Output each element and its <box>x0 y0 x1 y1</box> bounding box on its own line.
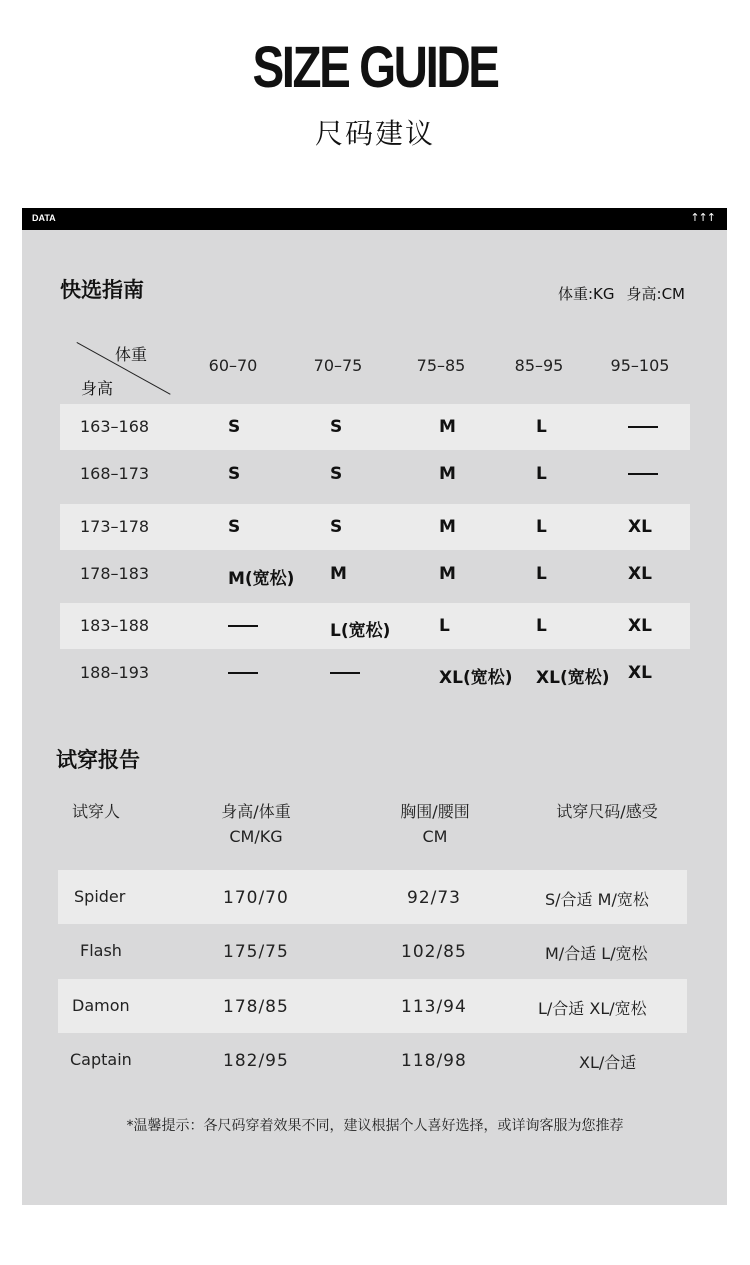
size-cell: M <box>439 417 456 437</box>
size-cell: XL(宽松) <box>439 668 513 688</box>
size-cell: L <box>439 616 450 636</box>
size-cell: S <box>228 417 241 437</box>
size-cell: S <box>330 464 343 484</box>
report-row <box>58 924 687 978</box>
weight-header: 70–75 <box>313 356 363 375</box>
unit-weight: 体重:KG <box>558 285 615 303</box>
size-cell: S <box>228 517 241 537</box>
bust-waist-value: 92/73 <box>407 888 461 908</box>
size-cell: L <box>536 417 547 437</box>
size-cell: M <box>439 564 456 584</box>
height-range: 163–168 <box>80 417 150 436</box>
corner-height-label: 身高 <box>81 379 114 398</box>
size-cell: M <box>439 464 456 484</box>
not-available-dash <box>628 417 658 437</box>
size-cell: L <box>536 616 547 636</box>
report-title: 试穿报告 <box>56 748 140 772</box>
data-bar-label: DATA <box>32 213 56 223</box>
height-weight-value: 178/85 <box>223 997 289 1017</box>
size-row <box>60 603 690 649</box>
page-title: SIZE GUIDE <box>252 35 498 100</box>
fit-value: XL/合适 <box>579 1053 637 1072</box>
size-cell: S <box>330 517 343 537</box>
not-available-dash <box>228 616 258 636</box>
report-row <box>58 870 687 924</box>
tester-name: Spider <box>74 887 126 906</box>
units-note <box>558 283 685 304</box>
not-available-dash <box>330 663 360 683</box>
quick-guide-title: 快选指南 <box>60 278 144 302</box>
dash-icon <box>228 625 258 627</box>
height-weight-value: 170/70 <box>223 888 289 908</box>
size-row <box>60 404 690 450</box>
tester-name: Damon <box>72 996 130 1015</box>
col-bw-line2: CM <box>422 827 448 846</box>
not-available-dash <box>628 464 658 484</box>
up-arrows-icon: ↑↑↑ <box>690 211 715 224</box>
col-bw-line1: 胸围/腰围 <box>400 802 470 821</box>
bust-waist-value: 118/98 <box>401 1051 467 1071</box>
size-row <box>60 504 690 550</box>
not-available-dash <box>228 663 258 683</box>
weight-header: 95–105 <box>610 356 670 375</box>
size-cell: M <box>330 564 347 584</box>
corner-weight-label: 体重 <box>115 345 148 364</box>
size-cell: XL <box>628 663 652 683</box>
col-person: 试穿人 <box>72 802 121 821</box>
size-row <box>60 551 690 597</box>
size-cell: XL(宽松) <box>536 668 610 688</box>
bust-waist-value: 113/94 <box>401 997 467 1017</box>
tester-name: Flash <box>80 941 122 960</box>
page-subtitle: 尺码建议 <box>314 117 435 150</box>
dash-icon <box>228 672 258 674</box>
size-cell: S <box>330 417 343 437</box>
height-range: 188–193 <box>80 663 150 682</box>
col-bust-waist <box>385 799 485 849</box>
unit-height: 身高:CM <box>626 285 685 303</box>
size-cell: XL <box>628 564 652 584</box>
height-range: 178–183 <box>80 564 150 583</box>
report-row <box>58 979 687 1033</box>
col-hw-line1: 身高/体重 <box>221 802 291 821</box>
size-cell: XL <box>628 517 652 537</box>
tester-name: Captain <box>70 1050 132 1069</box>
col-fit: 试穿尺码/感受 <box>556 802 658 821</box>
col-hw-line2: CM/KG <box>229 827 283 846</box>
col-height-weight <box>206 799 306 849</box>
height-weight-value: 182/95 <box>223 1051 289 1071</box>
size-cell: L <box>536 517 547 537</box>
fit-value: L/合适 XL/宽松 <box>538 999 647 1018</box>
height-range: 183–188 <box>80 616 150 635</box>
height-range: 173–178 <box>80 517 150 536</box>
fit-value: S/合适 M/宽松 <box>545 890 649 909</box>
weight-header: 60–70 <box>208 356 258 375</box>
bust-waist-value: 102/85 <box>401 942 467 962</box>
size-cell: L <box>536 464 547 484</box>
weight-header: 75–85 <box>416 356 466 375</box>
size-cell: XL <box>628 616 652 636</box>
size-cell: S <box>228 464 241 484</box>
size-cell: L <box>536 564 547 584</box>
dash-icon <box>330 672 360 674</box>
size-row <box>60 451 690 497</box>
tip-note: *温馨提示：各尺码穿着效果不同，建议根据个人喜好选择，或详询客服为您推荐 <box>126 1118 624 1134</box>
dash-icon <box>628 473 658 475</box>
weight-header: 85–95 <box>514 356 564 375</box>
dash-icon <box>628 426 658 428</box>
size-row <box>60 650 690 696</box>
size-cell: L(宽松) <box>330 621 391 641</box>
height-range: 168–173 <box>80 464 150 483</box>
size-cell: M(宽松) <box>228 569 295 589</box>
report-row <box>58 1033 687 1087</box>
data-bar <box>22 208 727 230</box>
size-cell: M <box>439 517 456 537</box>
height-weight-value: 175/75 <box>223 942 289 962</box>
fit-value: M/合适 L/宽松 <box>545 944 648 963</box>
